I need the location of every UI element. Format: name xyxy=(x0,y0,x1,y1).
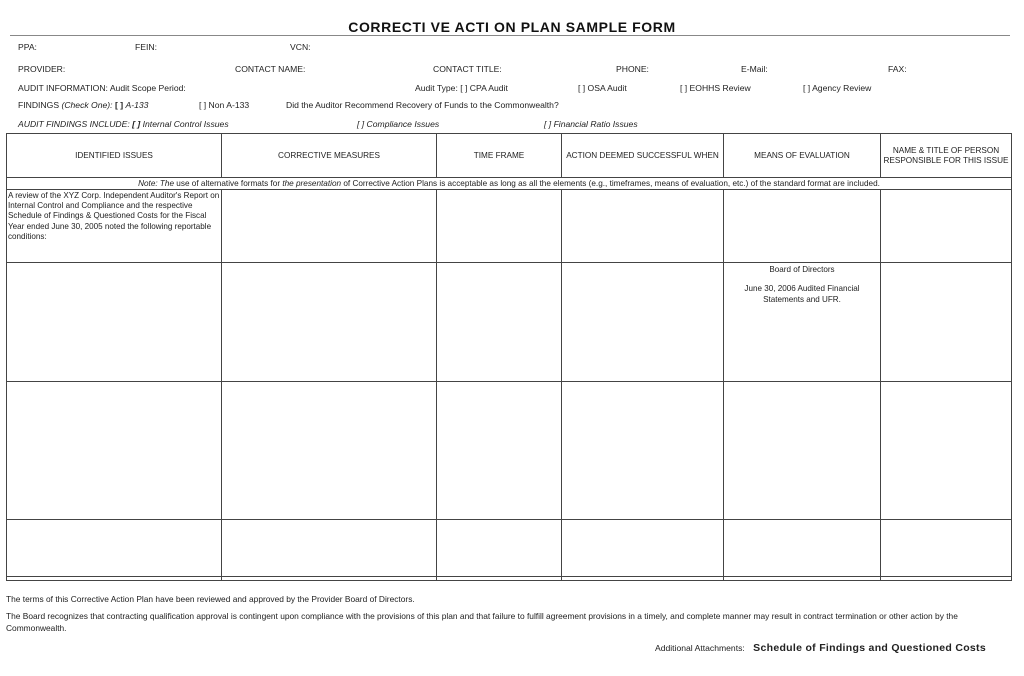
table-row xyxy=(7,382,1012,520)
row2-eval-board: Board of Directors xyxy=(769,265,835,274)
fax-label: FAX: xyxy=(888,64,907,74)
table-cell[interactable] xyxy=(724,263,881,382)
table-cell xyxy=(7,577,222,581)
table-cell[interactable] xyxy=(881,263,1012,382)
corrective-action-table xyxy=(6,133,1012,581)
vcn-label: VCN: xyxy=(290,42,311,52)
audit-type-osa: [ ] OSA Audit xyxy=(578,83,627,93)
header-action-successful: ACTION DEEMED SUCCESSFUL WHEN xyxy=(562,134,724,178)
table-row xyxy=(7,520,1012,577)
table-cell[interactable] xyxy=(7,190,222,263)
note-mid: use of alternative formats for xyxy=(174,179,283,188)
footer-board-text: The Board recognizes that contracting qualification approval is contingent upon compliance with the provisions of this plan and that failure to fulfill agreement provisions in a timely, and complete manner may result in contract termination or other action by the Commonwealth. xyxy=(6,611,958,633)
table-cell[interactable] xyxy=(562,382,724,520)
fein-label: FEIN: xyxy=(135,42,157,52)
table-cell[interactable] xyxy=(881,382,1012,520)
table-cell[interactable] xyxy=(7,382,222,520)
email-label: E-Mail: xyxy=(741,64,768,74)
phone-label: PHONE: xyxy=(616,64,649,74)
table-cell[interactable] xyxy=(7,263,222,382)
table-cell[interactable] xyxy=(437,263,562,382)
table-cell[interactable] xyxy=(222,263,437,382)
table-cell[interactable] xyxy=(724,382,881,520)
table-cell[interactable] xyxy=(724,520,881,577)
row1-issue-text: A review of the XYZ Corp. Independent Auditor's Report on Internal Control and Compliance and the respective Schedule of Findings & Questioned Costs for the Fiscal Year ended June 30, 2005 noted the following reportable conditions: xyxy=(8,191,220,241)
audit-type-eohhs: [ ] EOHHS Review xyxy=(680,83,751,93)
findings-a133: A-133 xyxy=(125,100,149,110)
findings-non-a133: [ ] Non A-133 xyxy=(199,100,250,110)
include-text: AUDIT FINDINGS INCLUDE: xyxy=(18,119,130,129)
table-cell xyxy=(222,577,437,581)
table-cell[interactable] xyxy=(881,190,1012,263)
table-cell[interactable] xyxy=(437,382,562,520)
findings-text: FINDINGS xyxy=(18,100,60,110)
footer-approval-text: The terms of this Corrective Action Plan have been reviewed and approved by the Provider Board of Directors. xyxy=(6,594,415,604)
audit-info-label: AUDIT INFORMATION: Audit Scope Period: xyxy=(18,83,186,93)
audit-type-cpa: Audit Type: [ ] CPA Audit xyxy=(415,83,508,93)
ppa-label: PPA: xyxy=(18,42,37,52)
provider-label: PROVIDER: xyxy=(18,64,66,74)
table-cell[interactable] xyxy=(881,520,1012,577)
table-cell[interactable] xyxy=(562,190,724,263)
attachments-label: Additional Attachments: xyxy=(654,643,745,653)
table-row xyxy=(7,190,1012,263)
note-italic: the presentation xyxy=(282,179,342,188)
include-compliance: [ ] Compliance Issues xyxy=(357,119,440,129)
form-title: CORRECTI VE ACTI ON PLAN SAMPLE FORM xyxy=(348,19,676,35)
row2-eval-statements: June 30, 2006 Audited Financial Statements and UFR. xyxy=(744,283,860,304)
table-cell[interactable] xyxy=(724,190,881,263)
include-internal-box: [ ] xyxy=(132,119,141,129)
table-row xyxy=(7,577,1012,581)
contact-name-label: CONTACT NAME: xyxy=(235,64,306,74)
table-header-row xyxy=(7,134,1012,178)
table-cell[interactable] xyxy=(562,520,724,577)
table-cell[interactable] xyxy=(222,382,437,520)
table-cell xyxy=(562,577,724,581)
findings-check-one: (Check One): xyxy=(61,100,113,110)
title-rule xyxy=(10,35,1010,36)
table-row xyxy=(7,263,1012,382)
header-person-responsible: NAME & TITLE OF PERSON RESPONSIBLE FOR THIS ISSUE xyxy=(881,134,1012,178)
table-cell[interactable] xyxy=(222,520,437,577)
include-financial xyxy=(544,119,638,129)
table-cell[interactable] xyxy=(222,190,437,263)
header-time-frame: TIME FRAME xyxy=(437,134,562,178)
table-cell[interactable] xyxy=(437,520,562,577)
attachments-value: Schedule of Findings and Questioned Costs xyxy=(753,642,986,654)
note-cell xyxy=(7,178,1012,190)
contact-title-label: CONTACT TITLE: xyxy=(433,64,502,74)
header-corrective-measures: CORRECTIVE MEASURES xyxy=(222,134,437,178)
table-cell[interactable] xyxy=(437,190,562,263)
include-financial-text: Financial Ratio Issues xyxy=(553,119,638,129)
include-internal: Internal Control Issues xyxy=(142,119,229,129)
additional-attachments xyxy=(655,642,986,654)
findings-label xyxy=(18,100,148,110)
note-rest: of Corrective Action Plans is acceptable as long as all the elements (e.g., timeframes, means of evaluation, etc.) of the standard format are included. xyxy=(341,179,880,188)
table-cell[interactable] xyxy=(562,263,724,382)
table-cell xyxy=(881,577,1012,581)
include-label xyxy=(18,119,229,129)
include-financial-box: [ ] xyxy=(544,119,552,129)
note-row xyxy=(7,178,1012,190)
findings-a133-box: [ ] xyxy=(114,100,124,110)
note-prefix: Note: The xyxy=(138,179,175,188)
table-cell xyxy=(437,577,562,581)
header-means-of-evaluation: MEANS OF EVALUATION xyxy=(724,134,881,178)
table-cell[interactable] xyxy=(7,520,222,577)
table-cell xyxy=(724,577,881,581)
audit-type-agency: [ ] Agency Review xyxy=(803,83,872,93)
header-identified-issues: IDENTIFIED ISSUES xyxy=(7,134,222,178)
findings-recovery-question: Did the Auditor Recommend Recovery of Funds to the Commonwealth? xyxy=(286,100,559,110)
